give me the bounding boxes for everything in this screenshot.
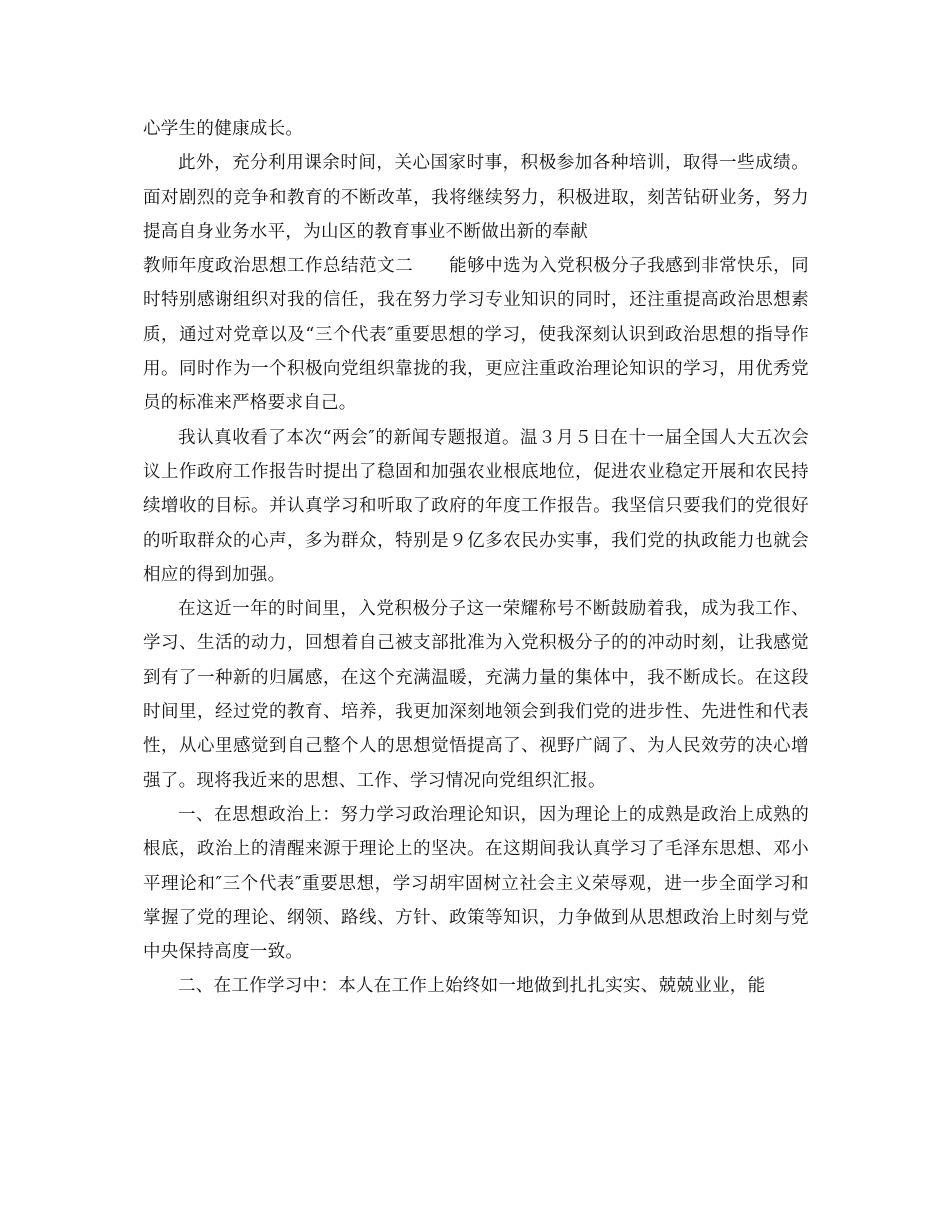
paragraph: 我认真收看了本次“两会″的新闻专题报道。温３月５日在十一届全国人大五次会议上作政府工作报告时提出了稳固和加强农业根底地位，促进农业稳定开展和农民持续增收的目标。并认真学习和听取了政府的年度工作报告。我坚信只要我们的党很好的听取群众的心声，多为群众，特别是９亿多农民办实事，我们党的执政能力也就会相应的得到加强。 <box>143 427 809 585</box>
document-body <box>143 112 809 1004</box>
paragraph: 一、在思想政治上：努力学习政治理论知识，因为理论上的成熟是政治上成熟的根底，政治上的清醒来源于理论上的坚决。在这期间我认真学习了毛泽东思想、邓小平理论和″三个代表″重要思想，学习胡牢固树立社会主义荣辱观，进一步全面学习和掌握了党的理论、纲领、路线、方针、政策等知识，力争做到从思想政治上时刻与党中央保持高度一致。 <box>143 804 809 963</box>
section-title-paragraph: 教师年度政治思想工作总结范文二 能够中选为入党积极分子我感到非常快乐，同时特别感谢组织对我的信任，我在努力学习专业知识的同时，还注重提高政治思想素质，通过对党章以及“三个代表″重要思想的学习，使我深刻认识到政治思想的指导作用。同时作为一个积极向党组织靠拢的我，更应注重政治理论知识的学习，用优秀党员的标准来严格要求自己。 <box>143 256 809 414</box>
paragraph: 二、在工作学习中：本人在工作上始终如一地做到扎扎实实、兢兢业业，能 <box>178 976 766 997</box>
paragraph: 心学生的健康成长。 <box>143 119 304 139</box>
paragraph: 此外，充分利用课余时间，关心国家时事，积极参加各种培训，取得一些成绩。面对剧烈的竞争和教育的不断改革，我将继续努力，积极进取，刻苦钻研业务，努力提高自身业务水平，为山区的教育事业不断做出新的奉献 <box>143 153 809 242</box>
paragraph: 在这近一年的时间里，入党积极分子这一荣耀称号不断鼓励着我，成为我工作、学习、生活的动力，回想着自己被支部批准为入党积极分子的的冲动时刻，让我感觉到有了一种新的归属感，在这个充满温暖，充满力量的集体中，我不断成长。在这段时间里，经过党的教育、培养，我更加深刻地领会到我们党的进步性、先进性和代表性，从心里感觉到自己整个人的思想觉悟提高了、视野广阔了、为人民效劳的决心增强了。现将我近来的思想、工作、学习情况向党组织汇报。 <box>143 599 809 791</box>
